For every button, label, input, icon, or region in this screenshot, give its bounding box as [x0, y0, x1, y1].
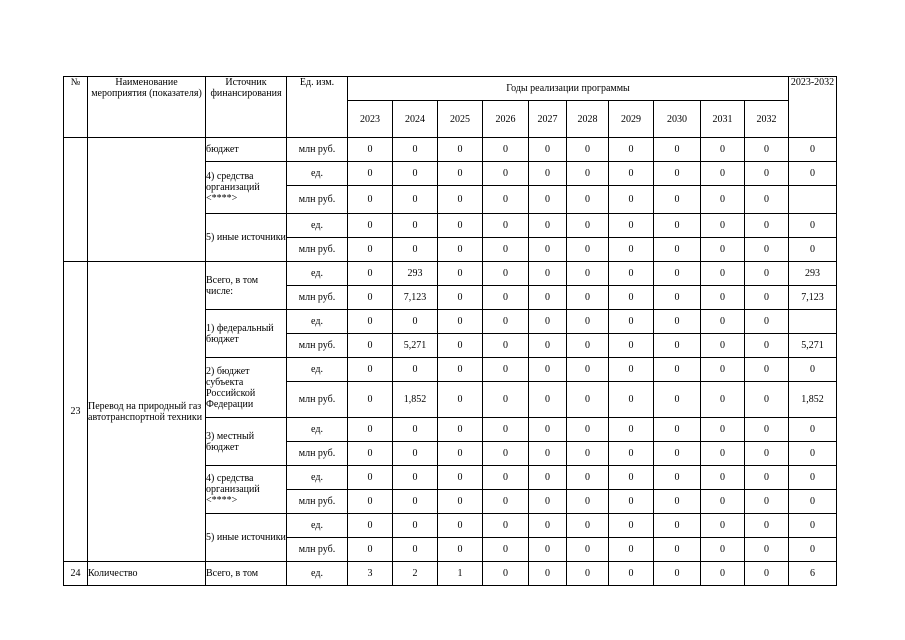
value-cell: 0 [393, 418, 438, 442]
value-cell: 0 [745, 466, 789, 490]
value-cell: 0 [789, 138, 837, 162]
value-cell: 0 [483, 514, 529, 538]
value-cell: 0 [483, 466, 529, 490]
value-cell: 0 [529, 358, 567, 382]
value-cell: 0 [529, 286, 567, 310]
value-cell: 0 [529, 310, 567, 334]
value-cell: 0 [701, 310, 745, 334]
value-cell: 0 [393, 442, 438, 466]
value-cell: 0 [789, 418, 837, 442]
value-cell: 0 [701, 490, 745, 514]
value-cell: 0 [348, 538, 393, 562]
value-cell: 0 [609, 562, 654, 586]
value-cell: 0 [438, 162, 483, 186]
unit-cell: млн руб. [287, 442, 348, 466]
value-cell: 0 [654, 382, 701, 418]
value-cell: 0 [529, 466, 567, 490]
value-cell: 0 [483, 562, 529, 586]
header-years-title: Годы реализации программы [348, 77, 789, 101]
value-cell: 0 [438, 310, 483, 334]
year-header: 2032 [745, 101, 789, 138]
value-cell: 0 [654, 286, 701, 310]
value-cell: 0 [745, 334, 789, 358]
value-cell: 0 [393, 466, 438, 490]
value-cell: 0 [567, 514, 609, 538]
unit-cell: млн руб. [287, 382, 348, 418]
unit-cell: ед. [287, 310, 348, 334]
value-cell: 0 [567, 214, 609, 238]
value-cell: 0 [393, 358, 438, 382]
value-cell: 0 [745, 418, 789, 442]
value-cell: 0 [567, 334, 609, 358]
value-cell: 0 [438, 138, 483, 162]
value-cell: 0 [609, 214, 654, 238]
value-cell: 5,271 [789, 334, 837, 358]
source-label: 4) средства организаций <****> [206, 162, 287, 214]
value-cell: 0 [654, 562, 701, 586]
value-cell: 0 [567, 466, 609, 490]
unit-cell: ед. [287, 358, 348, 382]
value-cell: 0 [745, 490, 789, 514]
value-cell: 0 [654, 358, 701, 382]
value-cell: 0 [393, 538, 438, 562]
value-cell: 0 [701, 442, 745, 466]
value-cell: 0 [393, 514, 438, 538]
value-cell: 0 [654, 466, 701, 490]
header-num: № [64, 77, 88, 138]
value-cell: 0 [701, 262, 745, 286]
year-header: 2026 [483, 101, 529, 138]
value-cell: 0 [609, 358, 654, 382]
value-cell: 0 [745, 238, 789, 262]
value-cell: 0 [701, 418, 745, 442]
value-cell: 0 [789, 538, 837, 562]
value-cell: 0 [348, 238, 393, 262]
value-cell: 0 [393, 138, 438, 162]
year-header: 2024 [393, 101, 438, 138]
table-row [64, 262, 837, 286]
value-cell: 0 [529, 490, 567, 514]
value-cell: 3 [348, 562, 393, 586]
value-cell: 0 [348, 466, 393, 490]
value-cell [789, 186, 837, 214]
value-cell: 0 [348, 310, 393, 334]
value-cell: 0 [438, 334, 483, 358]
value-cell: 0 [438, 358, 483, 382]
value-cell: 0 [701, 514, 745, 538]
value-cell: 0 [348, 262, 393, 286]
value-cell: 0 [529, 538, 567, 562]
value-cell: 0 [529, 262, 567, 286]
value-cell: 0 [789, 442, 837, 466]
value-cell: 0 [654, 138, 701, 162]
row-index: 23 [64, 262, 88, 562]
value-cell: 0 [654, 442, 701, 466]
value-cell: 0 [438, 186, 483, 214]
value-cell: 0 [701, 138, 745, 162]
header-unit: Ед. изм. [287, 77, 348, 138]
value-cell: 0 [483, 138, 529, 162]
value-cell: 1,852 [393, 382, 438, 418]
year-header: 2030 [654, 101, 701, 138]
value-cell: 0 [438, 514, 483, 538]
value-cell: 0 [609, 382, 654, 418]
value-cell: 0 [745, 514, 789, 538]
value-cell: 0 [393, 162, 438, 186]
unit-cell: ед. [287, 262, 348, 286]
value-cell: 0 [438, 382, 483, 418]
value-cell: 0 [609, 418, 654, 442]
value-cell: 0 [567, 286, 609, 310]
value-cell: 0 [745, 262, 789, 286]
value-cell: 0 [609, 490, 654, 514]
value-cell: 0 [529, 418, 567, 442]
value-cell: 0 [483, 490, 529, 514]
value-cell: 0 [529, 186, 567, 214]
year-header: 2029 [609, 101, 654, 138]
value-cell: 0 [483, 162, 529, 186]
value-cell: 0 [567, 358, 609, 382]
unit-cell: ед. [287, 562, 348, 586]
value-cell: 0 [348, 358, 393, 382]
value-cell: 0 [789, 490, 837, 514]
value-cell: 0 [438, 490, 483, 514]
value-cell: 1 [438, 562, 483, 586]
value-cell: 0 [609, 162, 654, 186]
item-name [88, 138, 206, 262]
value-cell: 0 [654, 514, 701, 538]
year-header: 2023 [348, 101, 393, 138]
value-cell: 0 [483, 238, 529, 262]
year-header: 2027 [529, 101, 567, 138]
value-cell: 0 [529, 382, 567, 418]
value-cell: 0 [348, 214, 393, 238]
value-cell: 0 [348, 186, 393, 214]
value-cell: 0 [529, 138, 567, 162]
value-cell: 2 [393, 562, 438, 586]
unit-cell: млн руб. [287, 238, 348, 262]
value-cell: 0 [438, 238, 483, 262]
value-cell: 0 [745, 138, 789, 162]
value-cell: 0 [567, 162, 609, 186]
value-cell: 0 [654, 310, 701, 334]
year-header: 2028 [567, 101, 609, 138]
unit-cell: млн руб. [287, 186, 348, 214]
source-label: бюджет [206, 138, 287, 162]
value-cell: 293 [789, 262, 837, 286]
value-cell: 0 [654, 186, 701, 214]
value-cell: 6 [789, 562, 837, 586]
value-cell: 1,852 [789, 382, 837, 418]
value-cell: 0 [701, 382, 745, 418]
value-cell: 0 [654, 538, 701, 562]
value-cell: 0 [483, 334, 529, 358]
value-cell: 0 [529, 514, 567, 538]
value-cell: 0 [654, 418, 701, 442]
value-cell: 0 [567, 238, 609, 262]
value-cell: 0 [348, 442, 393, 466]
source-label: Всего, в том [206, 562, 287, 586]
program-table [63, 76, 837, 586]
value-cell: 0 [483, 358, 529, 382]
value-cell: 0 [745, 286, 789, 310]
value-cell: 0 [438, 286, 483, 310]
value-cell: 0 [789, 358, 837, 382]
row-index [64, 138, 88, 262]
value-cell: 0 [609, 310, 654, 334]
source-label: 4) средства организаций <****> [206, 466, 287, 514]
value-cell [789, 310, 837, 334]
value-cell: 0 [745, 562, 789, 586]
value-cell: 0 [609, 286, 654, 310]
unit-cell: ед. [287, 214, 348, 238]
value-cell: 0 [745, 358, 789, 382]
value-cell: 0 [654, 262, 701, 286]
value-cell: 0 [789, 238, 837, 262]
unit-cell: млн руб. [287, 138, 348, 162]
value-cell: 0 [483, 418, 529, 442]
value-cell: 0 [609, 334, 654, 358]
value-cell: 0 [745, 310, 789, 334]
value-cell: 0 [654, 214, 701, 238]
item-name: Перевод на природный газ автотранспортной техники [88, 262, 206, 562]
value-cell: 0 [483, 214, 529, 238]
value-cell: 0 [701, 562, 745, 586]
unit-cell: ед. [287, 418, 348, 442]
value-cell: 0 [609, 538, 654, 562]
value-cell: 0 [654, 238, 701, 262]
value-cell: 0 [348, 514, 393, 538]
value-cell: 0 [567, 490, 609, 514]
value-cell: 0 [567, 562, 609, 586]
value-cell: 293 [393, 262, 438, 286]
value-cell: 0 [701, 538, 745, 562]
value-cell: 0 [701, 214, 745, 238]
value-cell: 0 [483, 186, 529, 214]
value-cell: 0 [609, 466, 654, 490]
source-label: Всего, в том числе: [206, 262, 287, 310]
value-cell: 0 [438, 442, 483, 466]
value-cell: 0 [701, 186, 745, 214]
value-cell: 0 [438, 466, 483, 490]
value-cell: 0 [701, 358, 745, 382]
unit-cell: ед. [287, 466, 348, 490]
value-cell: 0 [483, 286, 529, 310]
value-cell: 0 [529, 162, 567, 186]
value-cell: 0 [529, 334, 567, 358]
value-cell: 0 [567, 442, 609, 466]
value-cell: 0 [567, 418, 609, 442]
value-cell: 0 [567, 310, 609, 334]
value-cell: 7,123 [789, 286, 837, 310]
value-cell: 7,123 [393, 286, 438, 310]
table-row [64, 138, 837, 162]
value-cell: 0 [654, 334, 701, 358]
value-cell: 0 [348, 418, 393, 442]
value-cell: 0 [438, 418, 483, 442]
value-cell: 0 [348, 162, 393, 186]
value-cell: 0 [745, 214, 789, 238]
value-cell: 0 [483, 382, 529, 418]
row-index: 24 [64, 562, 88, 586]
unit-cell: млн руб. [287, 334, 348, 358]
unit-cell: ед. [287, 162, 348, 186]
value-cell: 0 [745, 442, 789, 466]
value-cell: 0 [609, 238, 654, 262]
value-cell: 0 [789, 214, 837, 238]
value-cell: 0 [438, 214, 483, 238]
value-cell: 0 [567, 186, 609, 214]
value-cell: 0 [609, 442, 654, 466]
year-header: 2025 [438, 101, 483, 138]
value-cell: 0 [393, 214, 438, 238]
year-header: 2031 [701, 101, 745, 138]
value-cell: 0 [529, 214, 567, 238]
value-cell: 0 [745, 538, 789, 562]
source-label: 3) местный бюджет [206, 418, 287, 466]
value-cell: 0 [393, 238, 438, 262]
unit-cell: ед. [287, 514, 348, 538]
value-cell: 0 [393, 490, 438, 514]
value-cell: 0 [567, 138, 609, 162]
value-cell: 0 [789, 466, 837, 490]
value-cell: 0 [438, 538, 483, 562]
source-label: 5) иные источники [206, 214, 287, 262]
value-cell: 0 [529, 442, 567, 466]
value-cell: 0 [701, 286, 745, 310]
value-cell: 0 [567, 262, 609, 286]
table-row [64, 562, 837, 586]
header-total: 2023-2032 [789, 77, 837, 138]
value-cell: 0 [654, 162, 701, 186]
value-cell: 0 [393, 310, 438, 334]
item-name: Количество [88, 562, 206, 586]
value-cell: 0 [348, 382, 393, 418]
value-cell: 0 [701, 334, 745, 358]
value-cell: 0 [483, 538, 529, 562]
value-cell: 0 [529, 238, 567, 262]
source-label: 5) иные источники [206, 514, 287, 562]
value-cell: 0 [701, 466, 745, 490]
value-cell: 0 [745, 162, 789, 186]
value-cell: 0 [348, 490, 393, 514]
value-cell: 0 [609, 514, 654, 538]
unit-cell: млн руб. [287, 286, 348, 310]
value-cell: 0 [483, 310, 529, 334]
value-cell: 0 [348, 138, 393, 162]
value-cell: 0 [567, 538, 609, 562]
value-cell: 0 [609, 138, 654, 162]
value-cell: 0 [745, 382, 789, 418]
unit-cell: млн руб. [287, 538, 348, 562]
value-cell: 0 [789, 162, 837, 186]
value-cell: 0 [393, 186, 438, 214]
source-label: 2) бюджет субъекта Российской Федерации [206, 358, 287, 418]
value-cell: 0 [701, 238, 745, 262]
value-cell: 0 [609, 262, 654, 286]
value-cell: 0 [348, 334, 393, 358]
value-cell: 0 [609, 186, 654, 214]
value-cell: 0 [567, 382, 609, 418]
value-cell: 0 [701, 162, 745, 186]
value-cell: 0 [654, 490, 701, 514]
value-cell: 0 [438, 262, 483, 286]
value-cell: 0 [483, 442, 529, 466]
value-cell: 0 [789, 514, 837, 538]
header-name: Наименование мероприятия (показателя) [88, 77, 206, 138]
unit-cell: млн руб. [287, 490, 348, 514]
value-cell: 5,271 [393, 334, 438, 358]
value-cell: 0 [348, 286, 393, 310]
value-cell: 0 [483, 262, 529, 286]
value-cell: 0 [529, 562, 567, 586]
source-label: 1) федеральный бюджет [206, 310, 287, 358]
value-cell: 0 [745, 186, 789, 214]
header-source: Источник финансирования [206, 77, 287, 138]
